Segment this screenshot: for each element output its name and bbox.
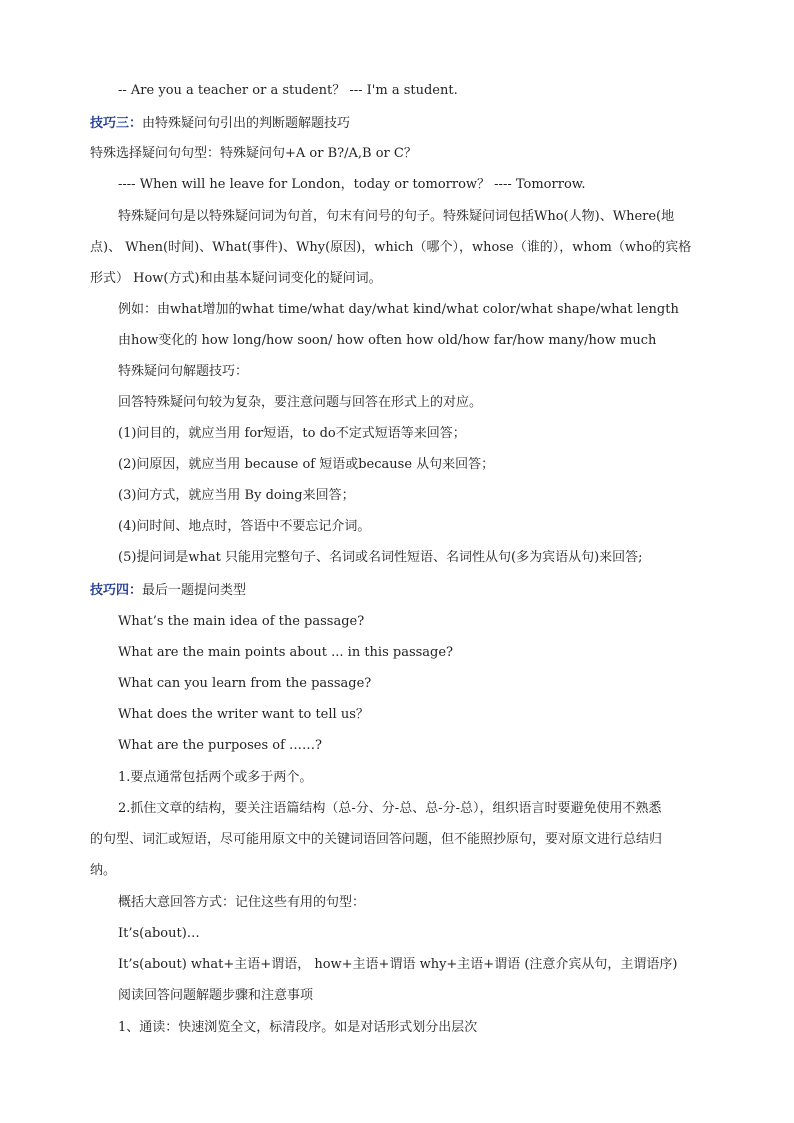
- question-type-line: What are the main points about ... in this passage?: [118, 645, 454, 660]
- list-item: (5)提问词是what 只能用完整句子、名词或名词性短语、名词性从句(多为宾语从句)来回答;: [118, 550, 643, 565]
- tip-three-heading: [90, 114, 710, 134]
- tip-three-label: 技巧三：: [90, 116, 143, 131]
- example-dialogue-line: -- Are you a teacher or a student？ --- I'm a student.: [118, 83, 458, 98]
- list-item: (4)问时间、地点时，答语中不要忘记介词。: [118, 519, 371, 534]
- paragraph-line: 特殊疑问句是以特殊疑问词为句首，句末有问号的句子。特殊疑问词包括Who(人物)、Where(地: [118, 209, 675, 224]
- subheading-line: 阅读回答问题解题步骤和注意事项: [118, 988, 314, 1003]
- question-type-line: What’s the main idea of the passage?: [118, 614, 365, 629]
- example-line: 例如：由what增加的what time/what day/what kind/what color/what shape/what length: [118, 302, 679, 317]
- paragraph-line: 2.抓住文章的结构，要关注语篇结构（总-分、分-总、总-分-总），组织语言时要避免使用不熟悉: [118, 801, 662, 816]
- sentence-pattern-line: It’s(about) what+主语+谓语， how+主语+谓语 why+主语+谓语 (注意介宾从句，主谓语序): [118, 957, 678, 972]
- list-item: 1、通读：快速浏览全文，标清段序。如是对话形式划分出层次: [118, 1020, 478, 1035]
- question-type-line: What are the purposes of ……?: [118, 738, 323, 753]
- subheading-line: 特殊疑问句解题技巧：: [118, 364, 249, 379]
- paragraph-line: 回答特殊疑问句较为复杂，要注意问题与回答在形式上的对应。: [118, 395, 483, 410]
- list-item: (2)问原因，就应当用 because of 短语或because 从句来回答；: [118, 457, 495, 472]
- tip-four-label: 技巧四：: [90, 583, 143, 598]
- tip-four-title: 最后一题提问类型: [142, 583, 247, 598]
- tip-four-heading: [90, 581, 710, 601]
- example-dialogue-line: ---- When will he leave for London，today or tomorrow？ ---- Tomorrow.: [118, 177, 586, 192]
- list-item: (1)问目的，就应当用 for短语，to do不定式短语等来回答；: [118, 426, 466, 441]
- special-choice-question-pattern: 特殊选择疑问句句型：特殊疑问句+A or B?/A,B or C？: [90, 146, 417, 161]
- subheading-line: 概括大意回答方式：记住这些有用的句型：: [118, 895, 366, 910]
- sentence-pattern-line: It’s(about)…: [118, 926, 200, 941]
- paragraph-line: 纳。: [90, 863, 117, 878]
- paragraph-line: 形式） How(方式)和由基本疑问词变化的疑问词。: [90, 271, 382, 286]
- list-item: (3)问方式，就应当用 By doing来回答；: [118, 488, 355, 503]
- paragraph-line: 点)、 When(时间)、What(事件)、Why(原因)，which（哪个），whose（谁的），whom（who的宾格: [90, 240, 692, 255]
- example-line: 由how变化的 how long/how soon/ how often how old/how far/how many/how much: [118, 333, 657, 348]
- paragraph-line: 的句型、词汇或短语，尽可能用原文中的关键词语回答问题，但不能照抄原句，要对原文进行总结归: [90, 832, 663, 847]
- question-type-line: What can you learn from the passage?: [118, 676, 372, 691]
- list-item: 1.要点通常包括两个或多于两个。: [118, 770, 313, 785]
- question-type-line: What does the writer want to tell us？: [118, 707, 369, 722]
- tip-three-title: 由特殊疑问句引出的判断题解题技巧: [142, 116, 351, 131]
